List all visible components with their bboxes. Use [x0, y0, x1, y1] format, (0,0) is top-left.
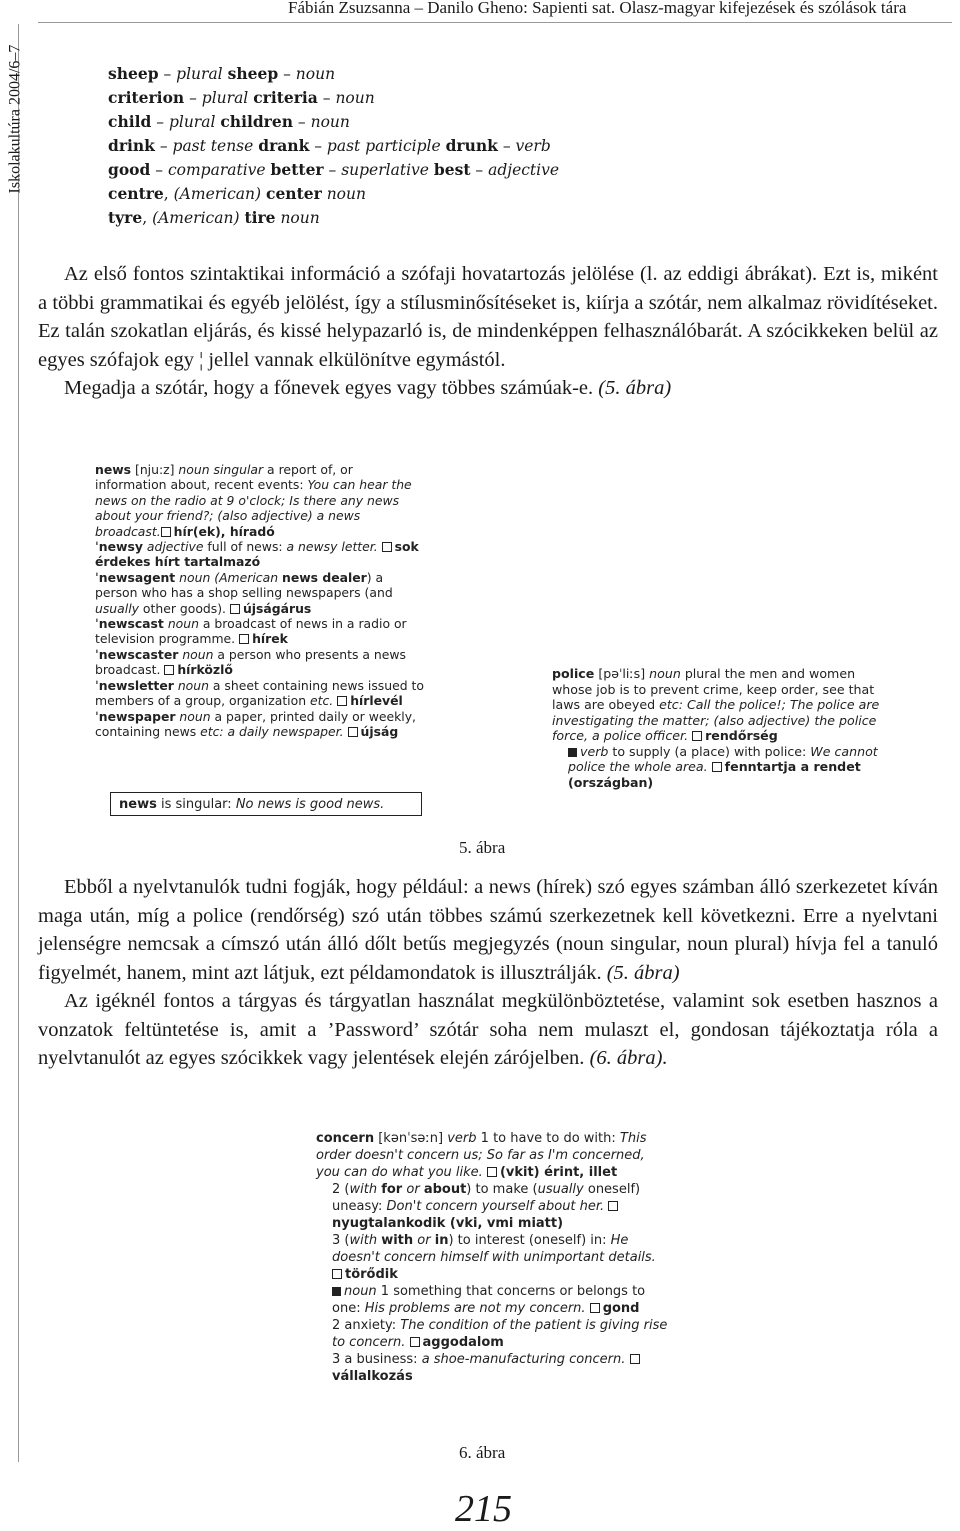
entry-text: 1 something that concerns or belongs to one:: [332, 1284, 646, 1316]
journal-side-label: Iskolakultúra 2004/6–7: [6, 44, 24, 194]
entry-sense: [316, 1181, 672, 1232]
entry-text: past tense: [172, 137, 254, 155]
hungarian-equivalent: (vkit) érint, illet: [499, 1165, 618, 1180]
hungarian-equivalent: újságárus: [242, 600, 312, 616]
headword: ˈnewsagent: [95, 569, 176, 585]
headword: police: [552, 666, 595, 681]
entry-sense: [316, 1317, 672, 1351]
headword: child: [108, 112, 152, 131]
entry-text: –: [292, 113, 311, 131]
entry-text: other goods).: [138, 600, 230, 616]
hungarian-equivalent: újság: [360, 723, 399, 739]
entry-text: [nju:z]: [131, 462, 179, 477]
headword: tyre: [108, 208, 143, 227]
headword: news: [95, 462, 132, 477]
example-line: [108, 134, 559, 158]
hungarian-equivalent: aggodalom: [422, 1335, 504, 1350]
headword: sheep: [108, 64, 159, 83]
entry-text: a sheet containing news issued to members of a group, organization: [95, 677, 424, 709]
entry-text: a paper, printed daily or weekly, containing news: [95, 708, 416, 739]
entry-text: He doesn't concern himself with unimportant details.: [332, 1233, 656, 1265]
entry-text: past participle: [326, 137, 441, 155]
entry-text: noun: [182, 646, 214, 662]
entry-text: –: [309, 137, 327, 155]
entry-text: ) to make (: [466, 1182, 538, 1197]
hungarian-equivalent: törődik: [345, 1267, 398, 1282]
headword: ˈnewsy: [95, 539, 143, 555]
dictionary-entry-police: [552, 666, 887, 790]
entry-text: Don't concern yourself about her.: [386, 1199, 605, 1214]
entry-sense: [316, 1283, 672, 1317]
headword: ˈnewscast: [95, 616, 164, 632]
square-marker-icon: [332, 1269, 342, 1279]
square-marker-icon: [692, 731, 702, 741]
entry-text: noun: [344, 1284, 377, 1299]
square-marker-icon: [410, 1337, 420, 1347]
square-marker-icon: [487, 1167, 497, 1177]
entry-text: etc: a daily newspaper.: [200, 723, 344, 739]
entry-text: verb: [515, 137, 551, 155]
headword: ˈnewsletter: [95, 677, 174, 693]
entry-sense: [95, 709, 425, 740]
square-marker-icon: [337, 696, 347, 706]
entry-text: noun: [649, 666, 681, 681]
entry-text: ) to interest (oneself) in:: [448, 1233, 611, 1248]
entry-text: comparative: [167, 161, 266, 179]
headword: about: [423, 1182, 467, 1197]
entry-text: noun: [310, 113, 350, 131]
hungarian-equivalent: sok érdekes hírt tartalmazó: [95, 539, 419, 570]
headword: drink: [108, 136, 155, 155]
entry-text: or: [406, 1182, 420, 1197]
entry-text: a report of, or information about, recent events:: [95, 462, 353, 493]
dictionary-entry-concern: [316, 1130, 672, 1385]
headword: concern: [316, 1131, 375, 1146]
headword: news: [119, 797, 157, 812]
example-line: [108, 158, 559, 182]
entry-text: noun: [179, 708, 211, 724]
square-marker-icon: [230, 604, 240, 614]
entry-text: etc.: [310, 693, 334, 709]
paragraph-text: [38, 374, 938, 403]
filled-square-icon: [568, 748, 577, 757]
entry-text: or: [417, 1233, 431, 1248]
headword: center: [266, 184, 322, 203]
entry-text: The condition of the patient is giving rise to concern.: [332, 1318, 668, 1350]
entry-text: 3 a business:: [332, 1352, 422, 1367]
headword: for: [381, 1182, 403, 1197]
entry-text: (American): [152, 209, 240, 227]
entry-sense: [95, 462, 425, 539]
entry-text: with: [349, 1182, 378, 1197]
entry-text: to supply (a place) with police:: [608, 743, 811, 759]
square-marker-icon: [239, 634, 249, 644]
entry-text: etc: Call the police!; The police are investigating the matter; (also adjective) the police force, a police officer.: [552, 697, 880, 743]
entry-text: a person who presents a news broadcast.: [95, 646, 406, 678]
figure-reference: (5. ábra): [606, 961, 680, 984]
headword: good: [108, 160, 151, 179]
figure-caption: 5. ábra: [459, 838, 506, 857]
entry-text: 3 (: [332, 1233, 350, 1248]
dictionary-entry-news: [95, 462, 425, 739]
headword: drunk: [445, 136, 498, 155]
entry-text: ,: [142, 209, 153, 227]
example-line: [108, 62, 559, 86]
hungarian-equivalent: hírek: [252, 631, 288, 647]
headword: sheep: [227, 64, 279, 83]
figure-reference: (6. ábra).: [589, 1047, 668, 1069]
entry-text: –: [278, 65, 296, 83]
entry-text: oneself) uneasy:: [332, 1182, 641, 1214]
hungarian-equivalent: fenntartja a rendet (országban): [568, 759, 861, 790]
hungarian-equivalent: hír(ek), híradó: [173, 523, 275, 539]
entry-text: No news is good news.: [235, 797, 385, 812]
entry-text: plural: [201, 89, 249, 107]
page-number: 215: [455, 1488, 512, 1530]
example-line: [108, 182, 559, 206]
square-marker-icon: [712, 762, 722, 772]
entry-text: (American): [173, 185, 262, 203]
entry-text: –: [497, 137, 516, 155]
entry-text: –: [323, 161, 342, 179]
entry-text: full of news:: [203, 539, 287, 555]
entry-sense: [95, 616, 425, 647]
hungarian-equivalent: vállalkozás: [332, 1369, 413, 1384]
entry-text: a broadcast of news in a radio or television programme.: [95, 616, 407, 647]
body-paragraph-1: [38, 260, 938, 403]
headword: criterion: [108, 88, 185, 107]
headword: criteria: [253, 88, 318, 107]
entry-text: usually: [537, 1182, 584, 1197]
entry-text: 1 to have to do with:: [476, 1131, 620, 1146]
body-paragraph-2: [38, 873, 938, 1073]
entry-text: plural the men and women whose job is to prevent crime, keep order, see that laws are obeyed: [552, 666, 875, 712]
headword: ˈnewscaster: [95, 646, 179, 662]
hungarian-equivalent: hírközlő: [177, 662, 233, 678]
entry-text: plural: [176, 65, 223, 83]
entry-sense: [95, 647, 425, 678]
paragraph-text: [38, 987, 938, 1073]
inflection-examples: [108, 62, 559, 230]
entry-text: noun: [335, 89, 375, 107]
paragraph-text-run: Ebből a nyelvtanulók tudni fogják, hogy például: a news (hírek) szó egyes számban álló szerkezetet kíván maga után, míg a police (rendőrség) szó után többes számú szerkezetnek kell következni. Erre a nyelvtani jelenségre nemcsak a címszó után álló dőlt betűs megjegyzés (noun singular, noun plural) hívja fel a tanuló figyelmét, hanem, mint azt látjuk, ezt példamondatok is illusztrálják.: [38, 876, 938, 984]
entry-text: ,: [163, 185, 174, 203]
hungarian-equivalent: nyugtalankodik (vki, vmi miatt): [332, 1216, 564, 1231]
paragraph-text-run: Megadja a szótár, hogy a főnevek egyes vagy többes számúak-e.: [64, 377, 599, 399]
headword: drank: [258, 136, 310, 155]
entry-sense: [95, 570, 425, 616]
entry-text: adjective: [146, 539, 204, 555]
filled-square-icon: [332, 1287, 341, 1296]
headword: in: [434, 1233, 449, 1248]
example-line: [108, 206, 559, 230]
entry-text: [pəˈliːs]: [594, 666, 650, 681]
entry-sense: [552, 666, 887, 744]
headword: better: [270, 160, 324, 179]
header-rule: [38, 22, 952, 23]
entry-text: verb: [447, 1131, 477, 1146]
entry-text: –: [158, 65, 177, 83]
entry-text: a shoe-manufacturing concern.: [421, 1352, 626, 1367]
entry-text: 2 anxiety:: [332, 1318, 401, 1333]
entry-text: ) a person who has a shop selling newspapers (and: [95, 569, 393, 601]
running-head: Fábián Zsuzsanna – Danilo Gheno: Sapienti sat. Olasz-magyar kifejezések és szólások tára: [288, 0, 907, 17]
entry-sense: [316, 1130, 672, 1181]
paragraph-text-run: Az igéknél fontos a tárgyas és tárgyatlan használat megkülönböztetése, valamint sok esetben hasznos a vonzatok feltüntetése is, amit a ’Password’ szótár soha nem mulaszt el, gondosan tájékoztatja róla a nyelvtanulót az egyes szócikkek vagy jelentések elején zárójelben.: [38, 990, 938, 1069]
entry-text: noun (American: [179, 569, 279, 585]
entry-sense: [316, 1232, 672, 1283]
paragraph-text: [38, 873, 938, 987]
square-marker-icon: [161, 527, 171, 537]
entry-sense: [316, 1351, 672, 1385]
margin-rule: [18, 24, 19, 1462]
entry-text: This order doesn't concern us; So far as I'm concerned, you can do what you like.: [316, 1131, 647, 1180]
entry-text: noun: [167, 616, 199, 632]
square-marker-icon: [164, 665, 174, 675]
usage-note-box: [110, 792, 422, 816]
entry-text: –: [150, 161, 168, 179]
entry-text: plural: [168, 113, 216, 131]
entry-text: a newsy letter.: [286, 539, 378, 555]
entry-sense: [95, 539, 425, 570]
entry-text: noun singular: [178, 462, 264, 477]
hungarian-equivalent: hírlevél: [350, 693, 403, 709]
headword: centre: [108, 184, 164, 203]
headword: with: [381, 1233, 414, 1248]
entry-text: His problems are not my concern.: [364, 1301, 586, 1316]
square-marker-icon: [608, 1201, 618, 1211]
headword: tire: [244, 208, 276, 227]
entry-text: 2 (: [332, 1182, 350, 1197]
entry-text: –: [151, 113, 169, 131]
square-marker-icon: [348, 727, 358, 737]
square-marker-icon: [382, 542, 392, 552]
entry-sense: [95, 678, 425, 709]
entry-text: We cannot police the whole area.: [568, 743, 878, 774]
headword: children: [220, 112, 293, 131]
entry-text: usually: [95, 600, 139, 616]
entry-text: noun: [326, 185, 366, 203]
entry-text: [kənˈsəːn]: [374, 1131, 448, 1146]
square-marker-icon: [590, 1303, 600, 1313]
entry-text: is singular:: [156, 797, 236, 812]
entry-text: noun: [280, 209, 320, 227]
entry-text: superlative: [341, 161, 429, 179]
square-marker-icon: [630, 1354, 640, 1364]
entry-text: adjective: [488, 161, 560, 179]
entry-text: –: [154, 137, 173, 155]
headword: ˈnewspaper: [95, 708, 176, 724]
figure-reference: (5. ábra): [598, 377, 672, 399]
example-line: [108, 110, 559, 134]
figure-caption: 6. ábra: [459, 1443, 506, 1462]
hungarian-equivalent: gond: [602, 1301, 640, 1316]
entry-text: with: [349, 1233, 378, 1248]
entry-text: –: [470, 161, 489, 179]
entry-text: noun: [177, 677, 209, 693]
paragraph-text: Az első fontos szintaktikai információ a szófaji hovatartozás jelölése (l. az eddigi ábrákat). Ezt is, miként a többi grammatikai és egyéb jelölést, így a stílusminősítéseket is, kiírja a szótár, nem alkalmaz rövidítéseket. Ez talán szokatlan eljárás, és kissé helypazarló is, de mindenképpen felhasználóbarát. A szócikkeken belül az egyes szófajok egy ¦ jellel vannak elkülönítve egymástól.: [38, 263, 938, 371]
entry-sense: [552, 744, 887, 791]
entry-text: noun: [295, 65, 336, 83]
example-line: [108, 86, 559, 110]
headword: best: [433, 160, 471, 179]
headword: news dealer: [282, 569, 367, 585]
hungarian-equivalent: rendőrség: [705, 728, 778, 743]
entry-text: –: [184, 89, 202, 107]
entry-text: verb: [580, 743, 609, 759]
entry-text: –: [317, 89, 336, 107]
entry-text: You can hear the news on the radio at 9 o'clock; Is there any news about your friend?; (also adjective) a news broadcast.: [95, 477, 412, 539]
